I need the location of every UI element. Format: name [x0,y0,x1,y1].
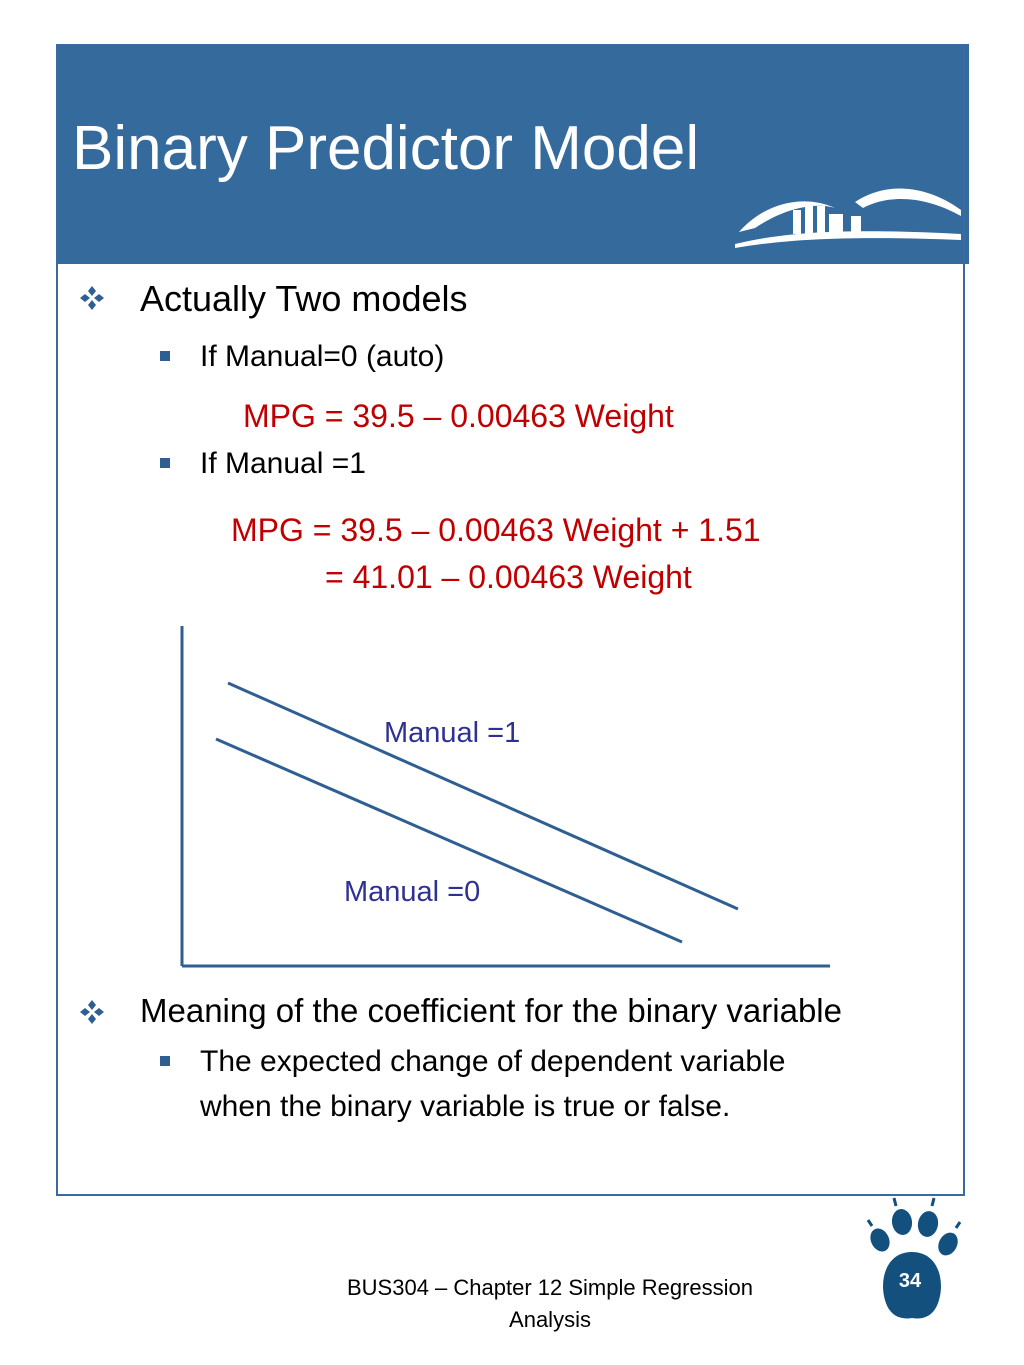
slide-title: Binary Predictor Model [72,114,700,183]
equation-manual-1-line1: MPG = 39.5 – 0.00463 Weight + 1.51 [231,512,761,548]
footer-line1: BUS304 – Chapter 12 Simple Regression [346,1275,753,1300]
page-number: 34 [898,1270,922,1292]
equation-manual-1-line2: = 41.01 – 0.00463 Weight [325,559,692,595]
subbullet-text: If Manual =1 [200,447,366,480]
subbullet-text-line2: when the binary variable is true or false. [200,1090,731,1123]
slide-footer [300,1272,800,1336]
footer-line2: Analysis [509,1307,591,1332]
subbullet-text: If Manual=0 (auto) [200,340,445,373]
bullet-text: Meaning of the coefficient for the binary variable [140,992,842,1029]
label-manual-0: Manual =0 [344,876,481,908]
manual-0-line [216,739,682,942]
label-manual-1: Manual =1 [384,717,521,749]
equation-manual-0: MPG = 39.5 – 0.00463 Weight [243,398,674,434]
bullet-text: Actually Two models [140,278,468,319]
paw-print-icon [862,1196,962,1326]
square-bullet-icon [160,1056,170,1066]
diamond-bullet-icon [78,998,106,1026]
subbullet-text-line1: The expected change of dependent variable [200,1045,786,1078]
